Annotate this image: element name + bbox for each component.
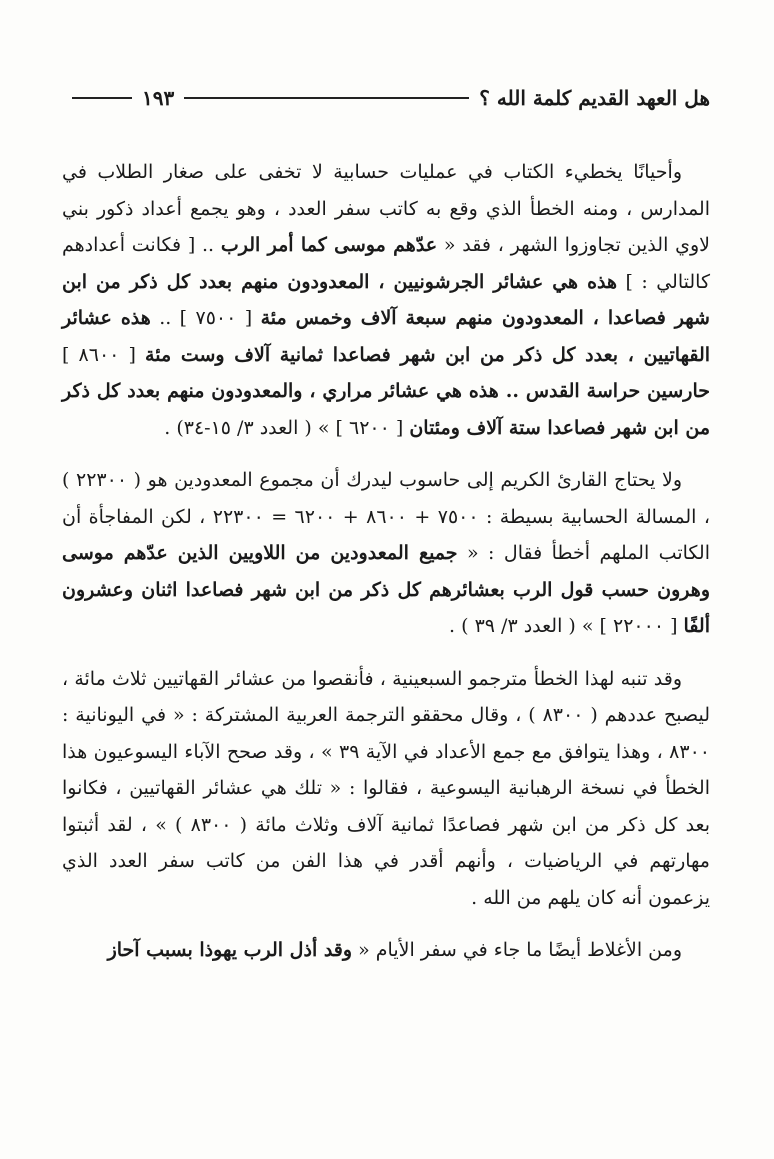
text-run: [ ٧٥٠٠ ] .. <box>150 307 261 329</box>
paragraph <box>62 154 710 446</box>
text-run: ولا يحتاج القارئ الكريم إلى حاسوب ليدرك أن مجموع المعدودين هو ( ٢٢٣٠٠ ) ، المسالة الحسابية بسيطة : ٧٥٠٠ + ٨٦٠٠ + ٦٢٠٠ = ٢٢٣٠٠ ، لكن المفاجأة أن الكاتب الملهم أخطأ فقال : « <box>62 469 710 564</box>
quoted-text: حارسين حراسة القدس .. هذه هي عشائر مراري ، والمعدودون منهم بعدد كل ذكر من ابن شهر فصاعدا ستة آلاف ومئتان <box>62 380 710 439</box>
page <box>62 78 710 985</box>
text-run: وقد تنبه لهذا الخطأ مترجمو السبعينية ، فأنقصوا من عشائر القهاتيين ثلاث مائة ، ليصبح عددهم ( ٨٣٠٠ ) ، وقال محققو الترجمة العربية المشتركة : « في اليونانية : ٨٣٠٠ ، وهذا يتوافق مع جمع الأعداد في الآية ٣٩ » ، وقد صحح الآباء اليسوعيون هذا الخطأ في نسخة الرهبانية اليسوعية ، فقالوا : « تلك هي عشائر القهاتيين ، فكانوا بعد كل ذكر من ابن شهر فصاعدًا ثمانية آلاف وثلاث مائة ( ٨٣٠٠ ) » ، لقد أثبتوا مهارتهم في الرياضيات ، وأنهم أقدر في هذا الفن من كاتب سفر العدد الذي يزعمون أنه كان يلهم من الله . <box>62 667 711 909</box>
text-run: [ ٦٢٠٠ ] » ( العدد ٣/ ١٥-٣٤) . <box>164 416 410 439</box>
text-run: وأحيانًا يخطيء الكتاب في عمليات حسابية لا تخفى على صغار الطلاب في المدارس ، ومنه الخطأ الذي وقع به كاتب سفر العدد ، وهو يجمع أعداد ذكور بني لاوي الذين تجاوزوا الشهر ، فقد « <box>62 161 710 256</box>
text-run: ومن الأغلاط أيضًا ما جاء في سفر الأيام « <box>352 939 682 961</box>
header-rule-end <box>72 97 132 99</box>
body-text <box>62 154 710 969</box>
text-run: .. [ فكانت أعدادهم كالتالي : ] <box>62 234 710 293</box>
running-header <box>62 78 710 118</box>
paragraph <box>62 932 710 969</box>
quoted-text: جميع المعدودين من اللاويين الذين عدّهم موسى وهرون حسب قول الرب بعشائرهم كل ذكر من ابن شهر فصاعدا اثنان وعشرون ألفًا <box>62 542 710 637</box>
running-title: هل العهد القديم كلمة الله ؟ <box>479 86 710 110</box>
page-number: ١٩٣ <box>142 86 175 110</box>
quoted-text: هذه عشائر القهاتيين ، بعدد كل ذكر من ابن شهر فصاعدا ثمانية آلاف وست مئة <box>62 307 711 366</box>
paragraph <box>62 462 710 645</box>
paragraph <box>62 661 710 917</box>
header-rule <box>184 97 469 99</box>
text-run: [ ٨٦٠٠ ] <box>62 343 146 366</box>
text-run: [ ٢٢٠٠٠ ] » ( العدد ٣/ ٣٩ ) . <box>449 615 684 637</box>
quoted-text: هذه هي عشائر الجرشونيين ، المعدودون منهم بعدد كل ذكر من ابن شهر فصاعدا ، المعدودون منهم سبعة آلاف وخمس مئة <box>62 270 710 329</box>
quoted-text: وقد أذل الرب يهوذا بسبب آحاز <box>107 939 353 961</box>
quoted-text: عدّهم موسى كما أمر الرب <box>220 234 438 256</box>
